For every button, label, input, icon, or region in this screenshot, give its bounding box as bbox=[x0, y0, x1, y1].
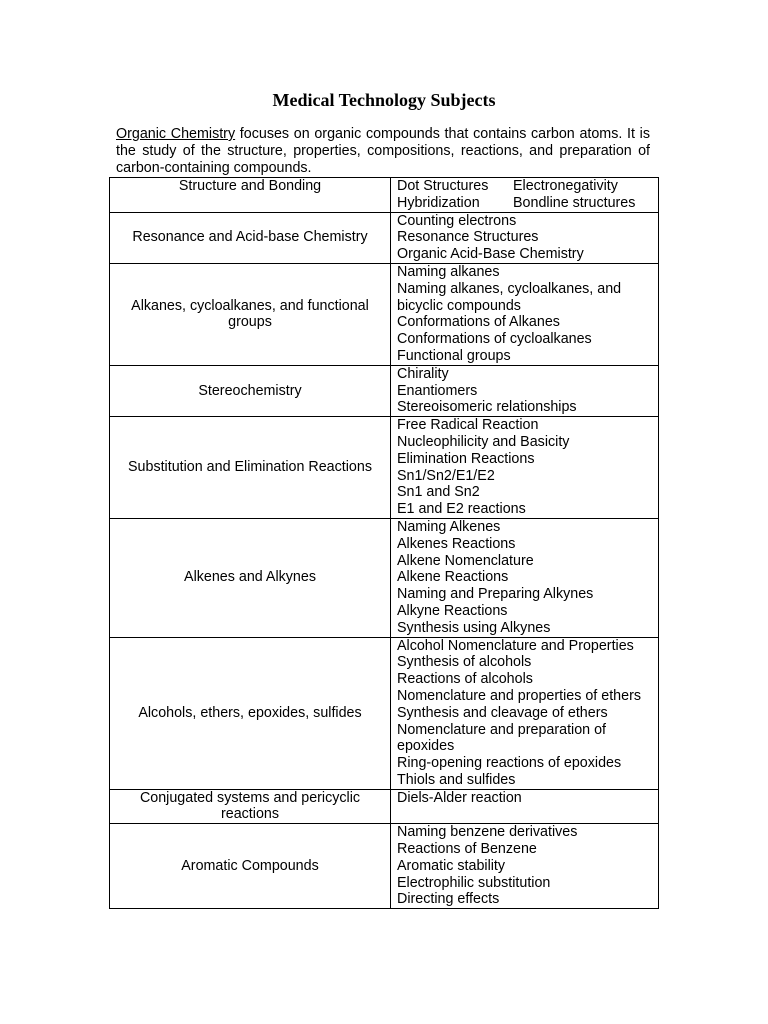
subtopic-item: Naming Alkenes bbox=[397, 518, 501, 535]
subtopic-item: Nomenclature and preparation of epoxides bbox=[397, 721, 607, 755]
topic-cell: Stereochemistry bbox=[110, 365, 391, 416]
intro-text: focuses on organic compounds that contains carbon atoms. It is the study of the structure, properties, compositions, reactions, and preparation of carbon-containing compounds. bbox=[116, 126, 650, 176]
topic-cell: Resonance and Acid-base Chemistry bbox=[110, 212, 391, 263]
table-row bbox=[110, 178, 659, 213]
subtopic-item: Functional groups bbox=[397, 347, 511, 364]
subtopic-item: Elimination Reactions bbox=[397, 450, 535, 467]
subtopic-item: Synthesis of alcohols bbox=[397, 654, 532, 671]
subtopic-item: Counting electrons bbox=[397, 212, 517, 229]
subtopic-item: Stereoisomeric relationships bbox=[397, 399, 577, 416]
subtopics-cell bbox=[391, 365, 659, 416]
subtopics-cell bbox=[391, 263, 659, 365]
subtopic-item: Resonance Structures bbox=[397, 229, 539, 246]
subtopic-item: Thiols and sulfides bbox=[397, 771, 516, 788]
subtopics-cell bbox=[391, 212, 659, 263]
table-row bbox=[110, 637, 659, 789]
subtopic-item: Nomenclature and properties of ethers bbox=[397, 687, 641, 704]
subtopic-item: Dot Structures bbox=[397, 178, 489, 194]
subtopic-item: Naming alkanes bbox=[397, 263, 500, 280]
subtopic-item: Reactions of alcohols bbox=[397, 671, 533, 688]
subtopic-item: Alkyne Reactions bbox=[397, 602, 508, 619]
subtopic-item: Sn1/Sn2/E1/E2 bbox=[397, 467, 495, 484]
subtopic-item: Sn1 and Sn2 bbox=[397, 484, 480, 501]
topic-cell: Structure and Bonding bbox=[110, 178, 391, 213]
subtopic-item: Bondline structures bbox=[513, 194, 636, 211]
subtopic-item: Free Radical Reaction bbox=[397, 417, 539, 434]
subtopic-item: Synthesis using Alkynes bbox=[397, 619, 551, 636]
intro-paragraph bbox=[116, 126, 650, 176]
organic-chemistry-link[interactable]: Organic Chemistry bbox=[116, 126, 236, 142]
table-row bbox=[110, 212, 659, 263]
subtopic-item: Naming benzene derivatives bbox=[397, 824, 578, 841]
subtopic-item: Reactions of Benzene bbox=[397, 841, 537, 858]
subtopic-item: Hybridization bbox=[397, 194, 480, 211]
topic-cell: Conjugated systems and pericyclic reactions bbox=[110, 789, 391, 824]
table-row bbox=[110, 263, 659, 365]
table-row bbox=[110, 789, 659, 824]
topic-cell: Alcohols, ethers, epoxides, sulfides bbox=[110, 637, 391, 789]
subtopics-cell bbox=[391, 789, 659, 824]
subtopic-item: Electronegativity bbox=[513, 178, 618, 194]
subtopic-item: Chirality bbox=[397, 365, 449, 382]
topic-cell: Alkanes, cycloalkanes, and functional groups bbox=[110, 263, 391, 365]
subtopic-item: E1 and E2 reactions bbox=[397, 501, 526, 518]
subtopic-item: Diels-Alder reaction bbox=[397, 789, 522, 806]
subtopic-item: Conformations of cycloalkanes bbox=[397, 331, 592, 348]
subtopic-item: Alcohol Nomenclature and Properties bbox=[397, 637, 634, 654]
subtopics-cell bbox=[391, 824, 659, 909]
subtopic-item: Nucleophilicity and Basicity bbox=[397, 433, 570, 450]
subtopic-item: Enantiomers bbox=[397, 382, 478, 399]
topic-cell: Substitution and Elimination Reactions bbox=[110, 417, 391, 519]
table-row bbox=[110, 824, 659, 909]
subtopics-cell bbox=[391, 178, 659, 213]
topic-cell: Aromatic Compounds bbox=[110, 824, 391, 909]
subtopic-pair bbox=[397, 178, 658, 195]
subtopics-cell bbox=[391, 518, 659, 637]
subtopic-item: Synthesis and cleavage of ethers bbox=[397, 704, 608, 721]
subtopic-item: Alkenes Reactions bbox=[397, 535, 516, 552]
table-row bbox=[110, 518, 659, 637]
subtopic-item: Alkene Reactions bbox=[397, 569, 509, 586]
table-row bbox=[110, 417, 659, 519]
subtopic-item: Naming and Preparing Alkynes bbox=[397, 586, 594, 603]
topic-cell: Alkenes and Alkynes bbox=[110, 518, 391, 637]
subtopic-item: Directing effects bbox=[397, 891, 500, 908]
subjects-table bbox=[109, 177, 659, 909]
subtopic-item: Organic Acid-Base Chemistry bbox=[397, 246, 584, 263]
subtopics-cell bbox=[391, 637, 659, 789]
table-row bbox=[110, 365, 659, 416]
subtopic-item: Electrophilic substitution bbox=[397, 874, 551, 891]
subjects-table-body bbox=[110, 178, 659, 909]
subtopic-item: Naming alkanes, cycloalkanes, and bicyclic compounds bbox=[397, 280, 622, 314]
subtopics-cell bbox=[391, 417, 659, 519]
subtopic-item: Aromatic stability bbox=[397, 857, 506, 874]
subtopic-item: Conformations of Alkanes bbox=[397, 314, 560, 331]
subtopic-item: Ring-opening reactions of epoxides bbox=[397, 755, 622, 772]
subtopic-pair bbox=[397, 195, 658, 212]
subtopic-item: Alkene Nomenclature bbox=[397, 552, 534, 569]
page-title: Medical Technology Subjects bbox=[272, 90, 496, 110]
